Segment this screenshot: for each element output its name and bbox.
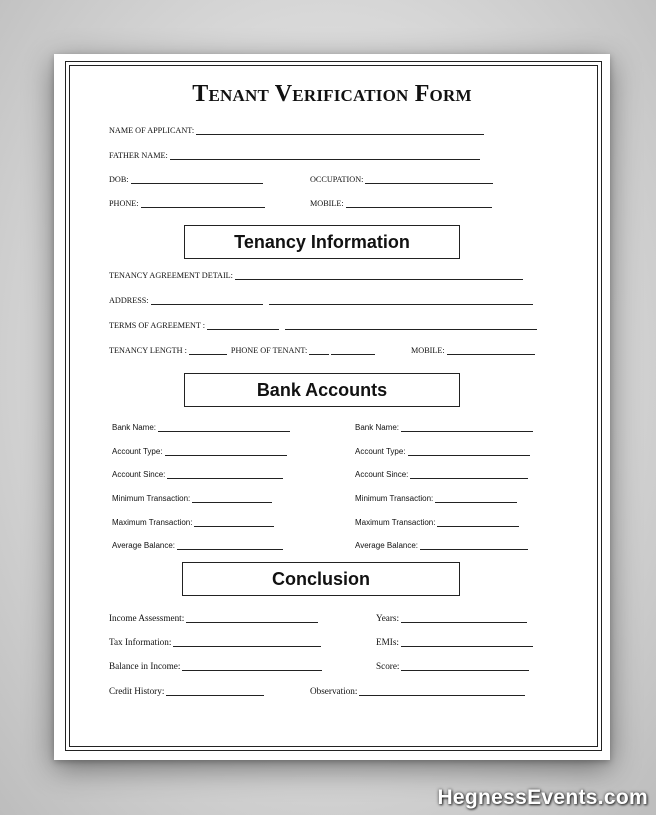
emis-input[interactable] [401, 636, 533, 647]
field-max-transaction-left [112, 513, 274, 527]
observation-input[interactable] [359, 685, 525, 696]
field-account-type-left [112, 442, 287, 456]
balance-in-income-label: Balance in Income: [109, 661, 181, 671]
field-emis [376, 633, 533, 647]
field-min-transaction-left [112, 489, 272, 503]
name-of-applicant-input[interactable] [196, 124, 484, 135]
bank-name-label-left: Bank Name: [112, 423, 157, 432]
phone-input[interactable] [141, 197, 265, 208]
max-transaction-label-right: Maximum Transaction: [355, 518, 436, 527]
tenant-mobile-label: MOBILE: [411, 346, 445, 355]
field-occupation [310, 170, 493, 184]
account-since-input-left[interactable] [167, 468, 283, 479]
occupation-input[interactable] [365, 173, 493, 184]
tenancy-agreement-detail-input[interactable] [235, 269, 523, 280]
min-transaction-label-left: Minimum Transaction: [112, 494, 191, 503]
phone-label: PHONE: [109, 199, 139, 208]
account-type-input-left[interactable] [165, 445, 287, 456]
occupation-label: OCCUPATION: [310, 175, 364, 184]
dob-label: DOB: [109, 175, 129, 184]
field-address [109, 291, 533, 305]
score-input[interactable] [401, 660, 529, 671]
bank-accounts-heading: Bank Accounts [184, 373, 460, 407]
observation-label: Observation: [310, 686, 358, 696]
account-type-label-right: Account Type: [355, 447, 406, 456]
field-tenant-mobile [411, 341, 535, 355]
tenancy-information-heading: Tenancy Information [184, 225, 460, 259]
field-account-since-right [355, 465, 528, 479]
max-transaction-label-left: Maximum Transaction: [112, 518, 193, 527]
field-bank-name-left [112, 418, 290, 432]
tax-information-input[interactable] [173, 636, 321, 647]
account-since-label-left: Account Since: [112, 470, 166, 479]
min-transaction-label-right: Minimum Transaction: [355, 494, 434, 503]
credit-history-label: Credit History: [109, 686, 165, 696]
balance-in-income-input[interactable] [182, 660, 322, 671]
phone-of-tenant-input-2[interactable] [331, 344, 375, 355]
account-since-label-right: Account Since: [355, 470, 409, 479]
income-assessment-input[interactable] [186, 612, 318, 623]
field-tenancy-agreement-detail [109, 266, 523, 280]
form-sheet [54, 54, 610, 760]
bank-name-input-right[interactable] [401, 421, 533, 432]
field-avg-balance-right [355, 536, 528, 550]
field-account-since-left [112, 465, 283, 479]
field-phone [109, 194, 265, 208]
field-tenancy-length [109, 341, 375, 355]
mobile-label: MOBILE: [310, 199, 344, 208]
terms-of-agreement-input-1[interactable] [207, 319, 279, 330]
tenancy-length-label: TENANCY LENGTH : [109, 346, 187, 355]
bank-name-input-left[interactable] [158, 421, 290, 432]
conclusion-heading: Conclusion [182, 562, 460, 596]
max-transaction-input-left[interactable] [194, 516, 274, 527]
address-label: ADDRESS: [109, 296, 149, 305]
phone-of-tenant-label: PHONE OF TENANT: [230, 346, 308, 355]
avg-balance-label-left: Average Balance: [112, 541, 176, 550]
field-balance-in-income [109, 657, 322, 671]
years-input[interactable] [401, 612, 527, 623]
field-dob [109, 170, 263, 184]
field-name-of-applicant [109, 121, 484, 135]
tenant-mobile-input[interactable] [447, 344, 535, 355]
father-name-input[interactable] [170, 149, 480, 160]
credit-history-input[interactable] [166, 685, 264, 696]
avg-balance-input-left[interactable] [177, 539, 283, 550]
bank-name-label-right: Bank Name: [355, 423, 400, 432]
field-years [376, 609, 527, 623]
score-label: Score: [376, 661, 400, 671]
terms-of-agreement-input-2[interactable] [285, 319, 537, 330]
field-min-transaction-right [355, 489, 517, 503]
tax-information-label: Tax Information: [109, 637, 172, 647]
field-father-name [109, 146, 480, 160]
min-transaction-input-left[interactable] [192, 492, 272, 503]
field-income-assessment [109, 609, 318, 623]
years-label: Years: [376, 613, 400, 623]
name-of-applicant-label: NAME OF APPLICANT: [109, 126, 195, 135]
account-type-input-right[interactable] [408, 445, 530, 456]
terms-of-agreement-label: TERMS OF AGREEMENT : [109, 321, 206, 330]
field-observation [310, 682, 525, 696]
phone-of-tenant-input-1[interactable] [309, 344, 329, 355]
max-transaction-input-right[interactable] [437, 516, 519, 527]
field-avg-balance-left [112, 536, 283, 550]
account-since-input-right[interactable] [410, 468, 528, 479]
field-tax-information [109, 633, 321, 647]
avg-balance-label-right: Average Balance: [355, 541, 419, 550]
min-transaction-input-right[interactable] [435, 492, 517, 503]
avg-balance-input-right[interactable] [420, 539, 528, 550]
field-mobile [310, 194, 492, 208]
address-input-2[interactable] [269, 294, 533, 305]
address-input-1[interactable] [151, 294, 263, 305]
form-title: Tenant Verification Form [192, 81, 472, 107]
field-score [376, 657, 529, 671]
father-name-label: FATHER NAME: [109, 151, 168, 160]
tenancy-length-input[interactable] [189, 344, 227, 355]
mobile-input[interactable] [346, 197, 492, 208]
field-bank-name-right [355, 418, 533, 432]
dob-input[interactable] [131, 173, 263, 184]
field-max-transaction-right [355, 513, 519, 527]
emis-label: EMIs: [376, 637, 399, 647]
account-type-label-left: Account Type: [112, 447, 163, 456]
tenancy-agreement-detail-label: TENANCY AGREEMENT DETAIL: [109, 271, 233, 280]
field-account-type-right [355, 442, 530, 456]
watermark: HegnessEvents.com [437, 786, 648, 809]
field-terms-of-agreement [109, 316, 537, 330]
income-assessment-label: Income Assessment: [109, 613, 185, 623]
field-credit-history [109, 682, 264, 696]
